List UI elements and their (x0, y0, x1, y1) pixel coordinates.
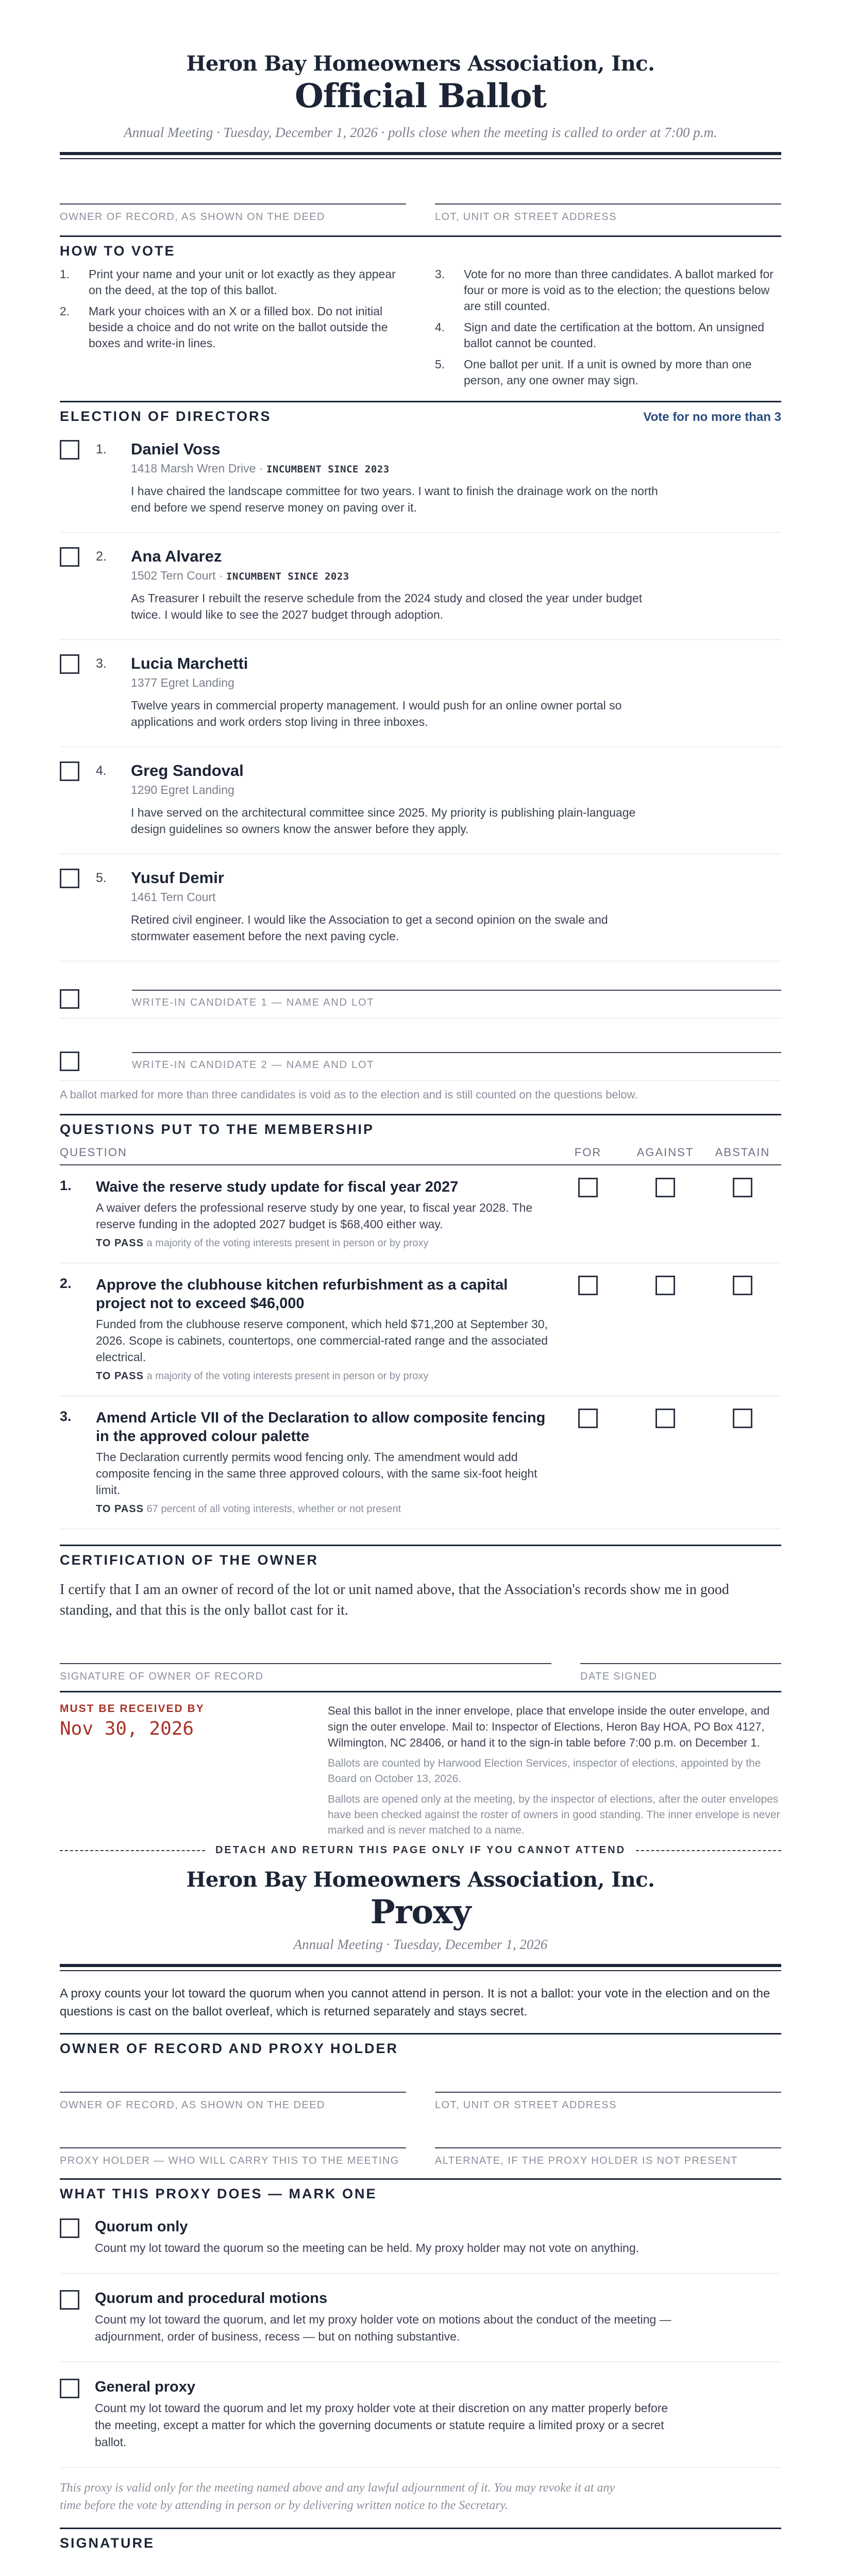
candidate-name: Daniel Voss (131, 440, 221, 458)
questions-heading: QUESTIONS PUT TO THE MEMBERSHIP (60, 1122, 375, 1137)
candidate-checkbox[interactable] (60, 654, 79, 674)
proxy-owner-signature-field[interactable] (60, 2556, 551, 2576)
proxy-date-field[interactable] (580, 2556, 781, 2576)
abstain-checkbox[interactable] (733, 1276, 752, 1295)
incumbent-tag: INCUMBENT SINCE 2023 (266, 464, 390, 475)
proxy-option (60, 2274, 781, 2362)
ballot-title: Official Ballot (295, 77, 546, 115)
election-heading: ELECTION OF DIRECTORS (60, 409, 272, 424)
proxy-masthead-rule-thin (60, 1970, 781, 1971)
against-checkbox[interactable] (655, 1409, 675, 1428)
question-row (60, 1396, 781, 1529)
proxy-signature-fields (60, 2556, 781, 2576)
question-row (60, 1263, 781, 1396)
signature-fields (60, 1628, 781, 1684)
write-in-field[interactable] (132, 1052, 781, 1071)
section-rule (60, 1545, 781, 1546)
owner-caption: OWNER OF RECORD, AS SHOWN ON THE DEED (60, 2099, 325, 2111)
for-checkbox[interactable] (578, 1409, 598, 1428)
question-number: 1. (60, 1178, 72, 1193)
candidate-address: 1418 Marsh Wren Drive · INCUMBENT SINCE 2023 (131, 462, 390, 475)
signature-caption: SIGNATURE OF OWNER OF RECORD (60, 1671, 264, 1682)
howto-left-list (60, 266, 406, 394)
candidate-address: 1461 Tern Court (131, 890, 216, 904)
candidate-name: Yusuf Demir (131, 869, 224, 887)
masthead-rule-thin (60, 158, 781, 159)
proxy-option-checkbox[interactable] (60, 2218, 79, 2238)
howto-heading: HOW TO VOTE (60, 243, 176, 259)
write-in-checkbox[interactable] (60, 989, 79, 1009)
question-title: Amend Article VII of the Declaration to allow composite fencing in the approved colour palette (96, 1410, 546, 1445)
proxy-option-title: Quorum only (95, 2218, 188, 2235)
question-title: Waive the reserve study update for fiscal year 2027 (96, 1179, 459, 1195)
howto-item: 4. Sign and date the certification at the bottom. An unsigned ballot cannot be counted. (435, 320, 765, 350)
ballot-masthead (60, 52, 781, 141)
proxy-option-title: General proxy (95, 2379, 196, 2395)
candidate-address: 1290 Egret Landing (131, 783, 234, 796)
write-in-row-1 (60, 961, 781, 1019)
inspector-note: Ballots are counted by Harwood Election Services, inspector of elections, appointed by the Board on October 13, 2026. (328, 1757, 761, 1785)
certification-text: I certify that I am an owner of record of the lot or unit named above, that the Association's records show me in good standing, and that this is the only ballot cast for it. (60, 1582, 729, 1618)
howto-item: 2. Mark your choices with an X or a filled box. Do not initial beside a choice and do not write on the ballot outside the boxes and write-in lines. (60, 304, 388, 350)
question-number: 3. (60, 1409, 72, 1424)
candidate-number: 5. (96, 871, 107, 885)
abstain-checkbox[interactable] (733, 1178, 752, 1197)
col-abstain: ABSTAIN (715, 1146, 770, 1159)
proxy-meta: Annual Meeting · Tuesday, December 1, 2026 (293, 1937, 548, 1952)
pass-threshold: TO PASS 67 percent of all voting interests, whether or not present (96, 1503, 401, 1515)
section-rule (60, 1114, 781, 1115)
lot-caption: LOT, UNIT OR STREET ADDRESS (435, 211, 617, 223)
howto-item: 5. One ballot per unit. If a unit is owned by more than one person, any one owner may sign. (435, 358, 752, 387)
meeting-meta: Annual Meeting · Tuesday, December 1, 2026 · polls close when the meeting is called to order at 7:00 p.m. (124, 125, 717, 140)
vote-limit-note: Vote for no more than 3 (643, 410, 781, 424)
proxy-signature-heading: SIGNATURE (60, 2535, 155, 2551)
candidate-row (60, 426, 781, 533)
candidate-checkbox[interactable] (60, 869, 79, 888)
proxy-option-desc: Count my lot toward the quorum, and let my proxy holder vote on motions about the conduct of the meeting — adjournment, order of business, recess — but on nothing substantive. (95, 2313, 671, 2343)
lot-field[interactable] (435, 168, 781, 224)
write-in-caption: WRITE-IN CANDIDATE 2 — NAME AND LOT (132, 1059, 375, 1071)
proxy-owner-fields (60, 2057, 781, 2112)
candidate-number: 1. (96, 442, 107, 456)
owner-of-record-field[interactable] (60, 168, 406, 224)
owner-caption: OWNER OF RECORD, AS SHOWN ON THE DEED (60, 211, 325, 223)
howto-right-list (435, 266, 781, 394)
candidate-statement: I have served on the architectural committee since 2025. My priority is publishing plain-language design guidelines so owners know the answer before they apply. (131, 806, 636, 836)
candidate-statement: I have chaired the landscape committee for two years. I want to finish the drainage work on the north end before we spend reserve money on paving over it. (131, 484, 658, 514)
candidate-address: 1377 Egret Landing (131, 676, 234, 689)
against-checkbox[interactable] (655, 1178, 675, 1197)
candidate-number: 4. (96, 764, 107, 778)
owner-fields (60, 168, 781, 224)
questions-table-header (60, 1146, 781, 1165)
proxy-validity-note: This proxy is valid only for the meeting named above and any lawful adjournment of it. You may revoke it at any time before the vote by attending in person or by delivering written notice to the Secretary. (60, 2481, 615, 2512)
for-checkbox[interactable] (578, 1276, 598, 1295)
candidate-row (60, 640, 781, 747)
owner-proxy-heading: OWNER OF RECORD AND PROXY HOLDER (60, 2041, 399, 2056)
owner-signature-field[interactable] (60, 1628, 551, 1684)
candidate-checkbox[interactable] (60, 547, 79, 567)
date-signed-field[interactable] (580, 1628, 781, 1684)
question-number: 2. (60, 1276, 72, 1291)
return-instructions: Seal this ballot in the inner envelope, place that envelope inside the outer envelope, and sign the outer envelope. Mail to: Inspector of Elections, Heron Bay HOA, PO Box 4127, Wilmington, NC 28406, or hand it to the sign-in table before 7:00 p.m. on December 1. (328, 1704, 770, 1749)
write-in-field[interactable] (132, 990, 781, 1009)
proxy-intro: A proxy counts your lot toward the quorum when you cannot attend in person. It is not a ballot: your vote in the election and on the questions is cast on the ballot overleaf, which is returned separately and stays secret. (60, 1987, 770, 2019)
candidate-list (60, 426, 781, 1081)
proxy-title: Proxy (370, 1893, 471, 1931)
section-rule (60, 2528, 781, 2529)
candidate-row (60, 854, 781, 961)
howto-instructions (60, 266, 781, 394)
alternate-field[interactable] (435, 2112, 781, 2168)
proxy-option (60, 2202, 781, 2274)
proxy-org-name: Heron Bay Homeowners Association, Inc. (186, 1868, 655, 1892)
howto-item: 1. Print your name and your unit or lot exactly as they appear on the deed, at the top of this ballot. (60, 267, 396, 297)
proxy-masthead (60, 1868, 781, 1953)
proxy-option (60, 2362, 781, 2468)
section-rule (60, 2033, 781, 2035)
deadline-date: Nov 30, 2026 (60, 1718, 194, 1739)
question-description: The Declaration currently permits wood fencing only. The amendment would add composite fencing in the same three approved colours, with the same six-foot height limit. (96, 1450, 537, 1497)
detach-line (60, 1844, 781, 1856)
pass-threshold: TO PASS a majority of the voting interests present in person or by proxy (96, 1370, 429, 1382)
void-note: A ballot marked for more than three candidates is void as to the election and is still counted on the questions below. (60, 1088, 638, 1101)
deadline-label: MUST BE RECEIVED BY (60, 1703, 205, 1715)
write-in-caption: WRITE-IN CANDIDATE 1 — NAME AND LOT (132, 997, 375, 1008)
candidate-number: 2. (96, 549, 107, 564)
proxy-option-desc: Count my lot toward the quorum so the meeting can be held. My proxy holder may not vote on anything. (95, 2241, 640, 2255)
alternate-caption: ALTERNATE, IF THE PROXY HOLDER IS NOT PRESENT (435, 2155, 738, 2166)
candidate-statement: Retired civil engineer. I would like the Association to get a second opinion on the swale and stormwater easement before the next paving cycle. (131, 913, 608, 943)
question-title: Approve the clubhouse kitchen refurbishment as a capital project not to exceed $46,000 (96, 1277, 508, 1312)
col-question: QUESTION (60, 1146, 127, 1159)
proxy-option-title: Quorum and procedural motions (95, 2290, 328, 2307)
proxy-option-desc: Count my lot toward the quorum and let my proxy holder vote at their discretion on any matter properly before the meeting, except a matter for which the governing documents or statute require a limited proxy or a secret ballot. (95, 2401, 668, 2449)
section-rule (60, 401, 781, 402)
candidate-number: 3. (96, 656, 107, 671)
candidate-checkbox[interactable] (60, 440, 79, 460)
col-for: FOR (574, 1146, 602, 1159)
question-description: A waiver defers the professional reserve study by one year, to fiscal year 2028. The reserve funding in the adopted 2027 budget is $68,400 either way. (96, 1201, 533, 1231)
election-header (60, 409, 781, 425)
candidate-address: 1502 Tern Court · INCUMBENT SINCE 2023 (131, 569, 349, 582)
candidate-statement: As Treasurer I rebuilt the reserve schedule from the 2024 study and closed the year under budget twice. I would like to see the 2027 budget through adoption. (131, 591, 643, 621)
proxy-holder-field[interactable] (60, 2112, 406, 2168)
org-name: Heron Bay Homeowners Association, Inc. (186, 52, 655, 76)
candidate-name: Lucia Marchetti (131, 654, 248, 672)
date-caption: DATE SIGNED (580, 1671, 658, 1682)
proxy-owner-field[interactable] (60, 2057, 406, 2112)
section-rule (60, 2178, 781, 2180)
candidate-name: Greg Sandoval (131, 761, 244, 779)
write-in-row-2 (60, 1019, 781, 1081)
howto-item: 3. Vote for no more than three candidates. A ballot marked for four or more is void as to the election; the questions below are still counted. (435, 267, 773, 313)
candidate-statement: Twelve years in commercial property management. I would push for an online owner portal so applications and work orders stop living in three inboxes. (131, 699, 622, 728)
proxy-masthead-rule (60, 1964, 781, 1967)
candidate-name: Ana Alvarez (131, 547, 222, 565)
incumbent-tag: INCUMBENT SINCE 2023 (226, 571, 349, 582)
col-against: AGAINST (636, 1146, 694, 1159)
lot-caption: LOT, UNIT OR STREET ADDRESS (435, 2099, 617, 2111)
against-checkbox[interactable] (655, 1276, 675, 1295)
proxy-option-checkbox[interactable] (60, 2379, 79, 2398)
question-description: Funded from the clubhouse reserve component, which held $71,200 at September 30, 2026. Scope is cabinets, countertops, one commercial-rated range and the associated electrical. (96, 1317, 548, 1364)
certification-heading: CERTIFICATION OF THE OWNER (60, 1552, 318, 1568)
detach-text: DETACH AND RETURN THIS PAGE ONLY IF YOU CANNOT ATTEND (215, 1844, 626, 1856)
for-checkbox[interactable] (578, 1178, 598, 1197)
section-rule (60, 235, 781, 237)
proxy-does-heading: WHAT THIS PROXY DOES — MARK ONE (60, 2186, 377, 2201)
pass-threshold: TO PASS a majority of the voting interests present in person or by proxy (96, 1238, 429, 1249)
ballot-deadline (60, 1691, 781, 1838)
proxy-lot-field[interactable] (435, 2057, 781, 2112)
candidate-checkbox[interactable] (60, 761, 79, 781)
candidate-row (60, 747, 781, 854)
abstain-checkbox[interactable] (733, 1409, 752, 1428)
write-in-checkbox[interactable] (60, 1052, 79, 1071)
candidate-row (60, 533, 781, 640)
proxy-holder-fields (60, 2112, 781, 2168)
proxy-option-checkbox[interactable] (60, 2290, 79, 2310)
question-row (60, 1165, 781, 1263)
masthead-rule (60, 152, 781, 155)
holder-caption: PROXY HOLDER — WHO WILL CARRY THIS TO THE MEETING (60, 2155, 399, 2166)
counting-note: Ballots are opened only at the meeting, by the inspector of elections, after the outer envelopes have been checked against the roster of owners in good standing. The inner envelope is never marked and is never matched to a name. (328, 1793, 780, 1836)
